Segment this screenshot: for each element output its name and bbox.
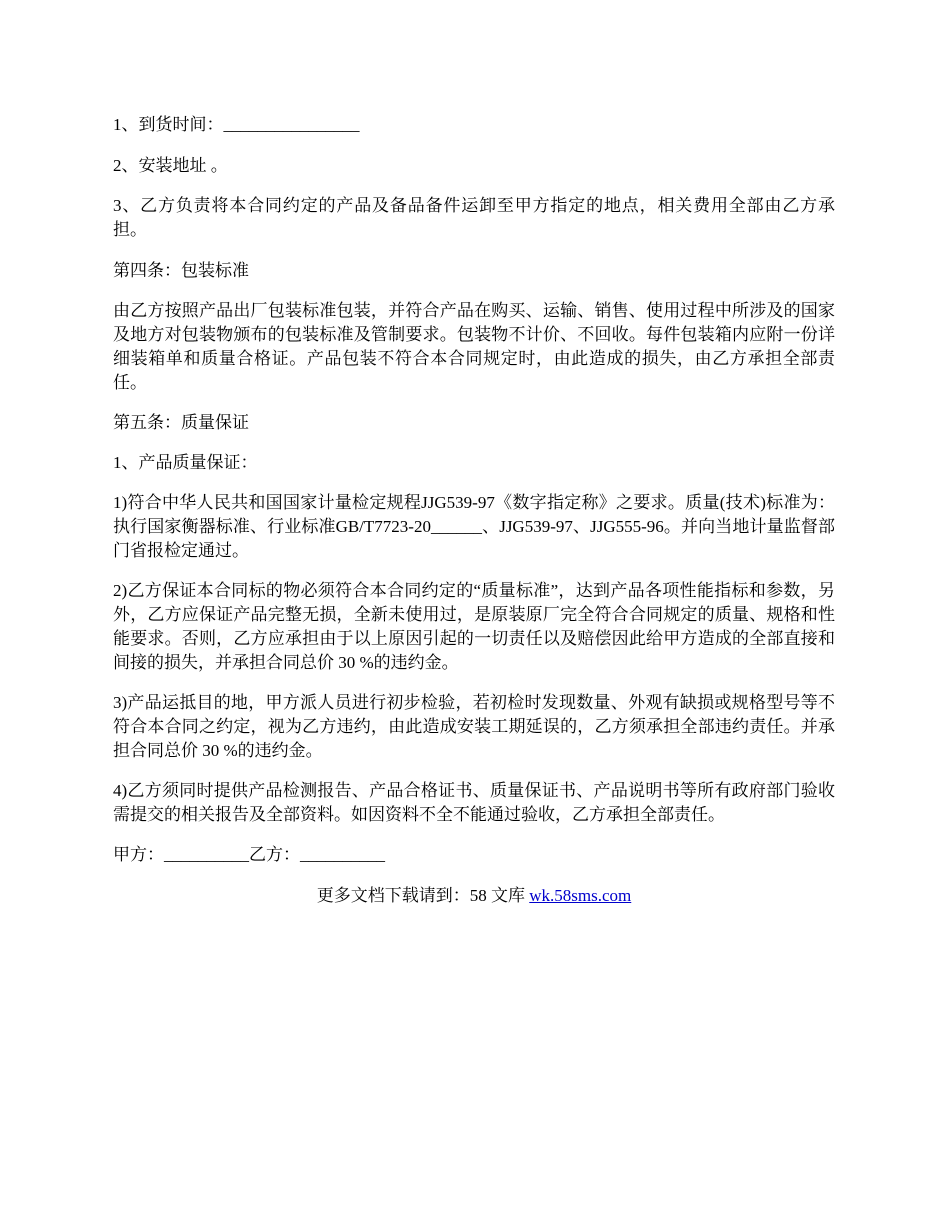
footer-link[interactable]: wk.58sms.com	[529, 886, 632, 905]
delivery-clause: 3、乙方负责将本合同约定的产品及备品备件运卸至甲方指定的地点，相关费用全部由乙方承担。	[113, 196, 835, 239]
arrival-time-line: 1、到货时间：________________	[113, 115, 360, 134]
footer-text: 更多文档下载请到：58 文库	[316, 886, 530, 905]
document-body	[113, 113, 835, 908]
quality-clause-3: 3)产品运抵目的地，甲方派人员进行初步检验，若初检时发现数量、外观有缺损或规格型号等不符合本合同之约定，视为乙方违约，由此造成安装工期延误的，乙方须承担全部违约责任。并承担合同总价 30 %的违约金。	[113, 693, 835, 760]
article4-heading: 第四条：包装标准	[113, 261, 249, 280]
quality-clause-1: 1)符合中华人民共和国国家计量检定规程JJG539-97《数字指定称》之要求。质量(技术)标准为：执行国家衡器标准、行业标准GB/T7723-20______、JJG539-97、JJG555-96。并向当地计量监督部门省报检定通过。	[113, 493, 835, 560]
quality-guarantee-heading: 1、产品质量保证：	[113, 453, 258, 472]
signature-line: 甲方：__________乙方：__________	[113, 845, 385, 864]
quality-clause-2: 2)乙方保证本合同标的物必须符合本合同约定的“质量标准”，达到产品各项性能指标和参数，另外，乙方应保证产品完整无损，全新未使用过，是原装原厂完全符合合同规定的质量、规格和性能要求。否则，乙方应承担由于以上原因引起的一切责任以及赔偿因此给甲方造成的全部直接和间接的损失，并承担合同总价 30 %的违约金。	[113, 581, 835, 672]
install-address-line: 2、安装地址 。	[113, 156, 228, 175]
footer	[113, 884, 835, 908]
quality-clause-4: 4)乙方须同时提供产品检测报告、产品合格证书、质量保证书、产品说明书等所有政府部门验收需提交的相关报告及全部资料。如因资料不全不能通过验收，乙方承担全部责任。	[113, 781, 835, 824]
packaging-clause: 由乙方按照产品出厂包装标准包装，并符合产品在购买、运输、销售、使用过程中所涉及的国家及地方对包装物颁布的包装标准及管制要求。包装物不计价、不回收。每件包装箱内应附一份详细装箱单和质量合格证。产品包装不符合本合同规定时，由此造成的损失，由乙方承担全部责任。	[113, 301, 835, 392]
article5-heading: 第五条：质量保证	[113, 413, 249, 432]
